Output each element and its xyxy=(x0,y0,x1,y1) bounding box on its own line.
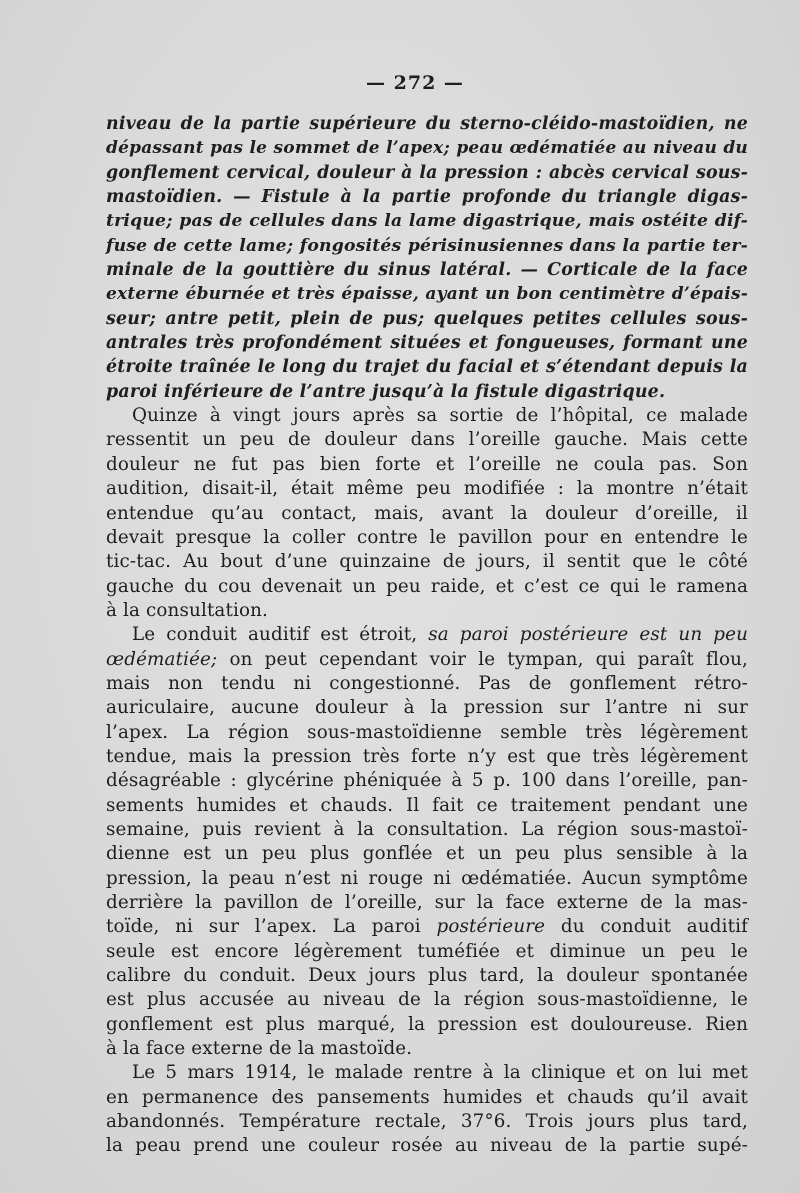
paragraph-line: seule est encore légèrement tuméfiée et diminue un peu le xyxy=(106,940,748,962)
summary-line: paroi inférieure de l’antre jusqu’à la fistule digastrique. xyxy=(106,381,666,402)
summary-line: fuse de cette lame; fongosités périsinusiennes dans la partie ter- xyxy=(106,235,748,256)
paragraph-1 xyxy=(106,404,748,623)
summary-line: gonflement cervical, douleur à la pression : abcès cervical sous- xyxy=(106,162,748,183)
paragraph-line: derrière la pavillon de l’oreille, sur la face externe de la mas- xyxy=(106,892,748,913)
paragraph-line: est plus accusée au niveau de la région sous-mastoïdienne, le xyxy=(106,989,748,1011)
text-run: on peut cependant voir le tympan, qui paraît flou, xyxy=(229,648,748,670)
paragraph-line: semaine, puis revient à la consultation. La région sous-mastoï- xyxy=(106,818,748,840)
paragraph-line: sements humides et chauds. Il fait ce traitement pendant une xyxy=(106,794,748,816)
paragraph-line: gonflement est plus marqué, la pression est douloureuse. Rien xyxy=(106,1013,748,1035)
text-run: Le conduit auditif est étroit, xyxy=(132,624,418,646)
paragraph-line xyxy=(106,623,748,647)
paragraph-line: douleur ne fut pas bien forte et l’oreille ne coula pas. Son xyxy=(106,453,748,475)
summary-line: niveau de la partie supérieure du sterno-cléido-mastoïdien, ne xyxy=(106,114,748,134)
paragraph-line: devait presque la coller contre le pavillon pour en entendre le xyxy=(106,526,748,548)
paragraph-line: audition, disait-il, était même peu modifiée : la montre n’était xyxy=(106,478,748,500)
summary-line: antrales très profondément situées et fongueuses, formant une xyxy=(106,333,748,354)
paragraph-line: la peau prend une couleur rosée au niveau de la partie supé- xyxy=(106,1135,748,1157)
paragraph-line: désagréable : glycérine phéniquée à 5 p. 100 dans l’oreille, pan- xyxy=(106,770,748,792)
paragraph-line: entendue qu’au contact, mais, avant la douleur d’oreille, il xyxy=(106,502,748,524)
summary-line: externe éburnée et très épaisse, ayant un bon centimètre d’épais- xyxy=(106,284,748,305)
page-number: — 272 — xyxy=(366,72,464,94)
summary-line: étroite traînée le long du trajet du facial et s’étendant depuis la xyxy=(106,357,748,378)
italic-run: sa paroi postérieure est un peu xyxy=(428,624,748,646)
paragraph-line: abandonnés. Température rectale, 37°6. Trois jours plus tard, xyxy=(106,1111,748,1133)
italic-run: postérieure xyxy=(436,916,546,938)
italic-run: œdématiée; xyxy=(106,648,218,670)
summary-line: minale de la gouttière du sinus latéral. — Corticale de la face xyxy=(106,260,748,281)
paragraph-line: pression, la peau n’est ni rouge ni œdématiée. Aucun symptôme xyxy=(106,867,748,889)
paragraph-2 xyxy=(106,623,748,1061)
case-summary xyxy=(106,112,748,404)
body-text xyxy=(106,112,748,1159)
paragraph-3 xyxy=(106,1061,748,1158)
summary-line: seur; antre petit, plein de pus; quelques petites cellules sous- xyxy=(106,308,748,329)
text-run: du conduit auditif xyxy=(560,916,748,938)
paragraph-line: à la consultation. xyxy=(106,599,269,621)
paragraph-line xyxy=(106,915,748,939)
paragraph-line: en permanence des pansements humides et chauds qu’il avait xyxy=(106,1086,748,1108)
summary-line: dépassant pas le sommet de l’apex; peau œdématiée au niveau du xyxy=(106,138,748,159)
summary-line: mastoïdien. — Fistule à la partie profonde du triangle digas- xyxy=(106,187,748,208)
paragraph-line: calibre du conduit. Deux jours plus tard, la douleur spontanée xyxy=(106,965,748,987)
paragraph-line: ressentit un peu de douleur dans l’oreille gauche. Mais cette xyxy=(106,429,748,451)
paragraph-line: Le 5 mars 1914, le malade rentre à la clinique et on lui met xyxy=(132,1062,748,1084)
paragraph-line xyxy=(106,648,748,672)
paragraph-line: tendue, mais la pression très forte n’y est que très légèrement xyxy=(106,745,748,767)
paragraph-line: gauche du cou devenait un peu raide, et c’est ce qui le ramena xyxy=(106,575,748,597)
paragraph-line: Quinze à vingt jours après sa sortie de l’hôpital, ce malade xyxy=(132,405,748,427)
paragraph-line: l’apex. La région sous-mastoïdienne semble très légèrement xyxy=(106,721,748,743)
paragraph-line: auriculaire, aucune douleur à la pression sur l’antre ni sur xyxy=(106,697,748,719)
paragraph-line: à la face externe de la mastoïde. xyxy=(106,1038,413,1060)
text-run: toïde, ni sur l’apex. La paroi xyxy=(106,916,421,938)
paragraph-line: mais non tendu ni congestionné. Pas de gonflement rétro- xyxy=(106,672,748,694)
paragraph-line: tic-tac. Au bout d’une quinzaine de jours, il sentit que le côté xyxy=(106,551,748,573)
summary-line: trique; pas de cellules dans la lame digastrique, mais ostéite dif- xyxy=(106,211,748,232)
paragraph-line: dienne est un peu plus gonflée et un peu plus sensible à la xyxy=(106,843,748,865)
